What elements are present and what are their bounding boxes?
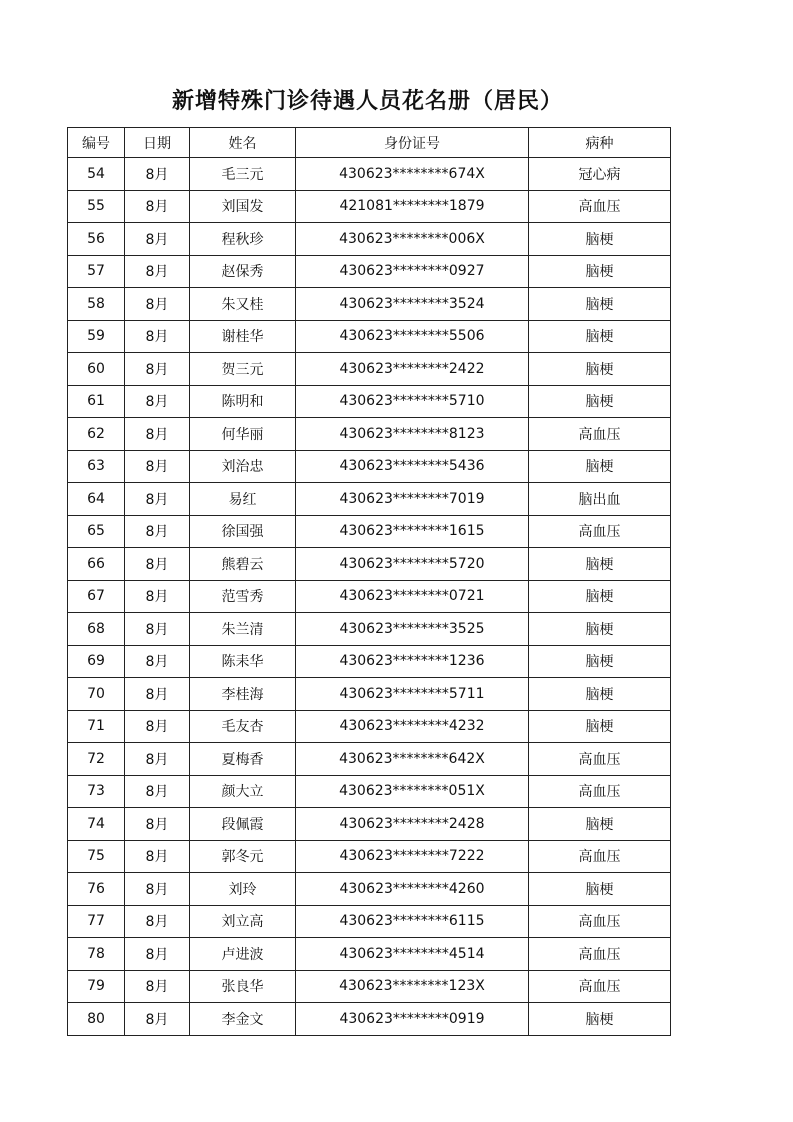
cell-date: 8月 [125,775,190,808]
cell-number: 78 [68,938,125,971]
cell-date: 8月 [125,255,190,288]
cell-id-number: 430623********8123 [296,418,529,451]
cell-number: 62 [68,418,125,451]
column-header-name: 姓名 [190,128,296,158]
cell-date: 8月 [125,840,190,873]
cell-disease: 脑梗 [529,1003,671,1036]
cell-disease: 高血压 [529,515,671,548]
cell-name: 易红 [190,483,296,516]
cell-disease: 脑梗 [529,873,671,906]
cell-name: 夏梅香 [190,743,296,776]
cell-id-number: 430623********7222 [296,840,529,873]
cell-name: 刘立高 [190,905,296,938]
table-header [68,128,671,158]
table-row [68,840,671,873]
cell-id-number: 430623********7019 [296,483,529,516]
cell-number: 54 [68,158,125,191]
cell-date: 8月 [125,905,190,938]
cell-name: 李金文 [190,1003,296,1036]
cell-name: 朱兰清 [190,613,296,646]
table-row [68,288,671,321]
cell-date: 8月 [125,970,190,1003]
table-row [68,353,671,386]
page-title: 新增特殊门诊待遇人员花名册（居民） [171,88,563,114]
table-row [68,808,671,841]
cell-date: 8月 [125,385,190,418]
table-row [68,483,671,516]
cell-disease: 脑梗 [529,613,671,646]
cell-number: 79 [68,970,125,1003]
cell-disease: 脑梗 [529,385,671,418]
cell-date: 8月 [125,223,190,256]
table-row [68,970,671,1003]
column-header-id-number: 身份证号 [296,128,529,158]
cell-date: 8月 [125,450,190,483]
roster-table [67,127,671,1036]
cell-date: 8月 [125,613,190,646]
table-row [68,678,671,711]
cell-number: 59 [68,320,125,353]
cell-id-number: 430623********006X [296,223,529,256]
cell-name: 李桂海 [190,678,296,711]
cell-date: 8月 [125,938,190,971]
cell-number: 74 [68,808,125,841]
cell-number: 80 [68,1003,125,1036]
cell-name: 陈明和 [190,385,296,418]
cell-number: 57 [68,255,125,288]
cell-number: 66 [68,548,125,581]
cell-number: 58 [68,288,125,321]
cell-date: 8月 [125,710,190,743]
cell-date: 8月 [125,678,190,711]
cell-name: 范雪秀 [190,580,296,613]
cell-date: 8月 [125,873,190,906]
cell-disease: 脑梗 [529,320,671,353]
cell-number: 68 [68,613,125,646]
table-row [68,775,671,808]
cell-disease: 高血压 [529,840,671,873]
cell-number: 72 [68,743,125,776]
cell-id-number: 430623********123X [296,970,529,1003]
cell-name: 朱又桂 [190,288,296,321]
cell-disease: 高血压 [529,970,671,1003]
cell-id-number: 430623********1615 [296,515,529,548]
cell-id-number: 430623********5506 [296,320,529,353]
cell-name: 段佩霞 [190,808,296,841]
table-row [68,548,671,581]
table-row [68,645,671,678]
cell-id-number: 430623********0927 [296,255,529,288]
cell-id-number: 430623********1236 [296,645,529,678]
cell-id-number: 430623********2422 [296,353,529,386]
table-body [68,158,671,1036]
cell-number: 77 [68,905,125,938]
table-row [68,905,671,938]
cell-date: 8月 [125,483,190,516]
cell-disease: 脑出血 [529,483,671,516]
cell-disease: 脑梗 [529,548,671,581]
cell-name: 郭冬元 [190,840,296,873]
cell-date: 8月 [125,1003,190,1036]
cell-disease: 脑梗 [529,353,671,386]
cell-disease: 脑梗 [529,255,671,288]
cell-name: 熊碧云 [190,548,296,581]
cell-date: 8月 [125,743,190,776]
cell-name: 贺三元 [190,353,296,386]
cell-name: 刘玲 [190,873,296,906]
cell-name: 何华丽 [190,418,296,451]
cell-disease: 高血压 [529,190,671,223]
cell-id-number: 430623********2428 [296,808,529,841]
table-row [68,190,671,223]
cell-id-number: 430623********5720 [296,548,529,581]
cell-disease: 脑梗 [529,580,671,613]
column-header-disease: 病种 [529,128,671,158]
cell-name: 陈耒华 [190,645,296,678]
cell-id-number: 430623********5436 [296,450,529,483]
cell-disease: 高血压 [529,418,671,451]
cell-number: 76 [68,873,125,906]
table-row [68,158,671,191]
table-row [68,613,671,646]
cell-date: 8月 [125,320,190,353]
table-row [68,385,671,418]
cell-disease: 脑梗 [529,645,671,678]
table-row [68,710,671,743]
cell-name: 张良华 [190,970,296,1003]
cell-number: 55 [68,190,125,223]
cell-date: 8月 [125,418,190,451]
cell-disease: 脑梗 [529,223,671,256]
cell-disease: 脑梗 [529,678,671,711]
cell-id-number: 430623********0721 [296,580,529,613]
cell-disease: 高血压 [529,775,671,808]
cell-date: 8月 [125,548,190,581]
cell-number: 60 [68,353,125,386]
cell-number: 73 [68,775,125,808]
cell-id-number: 430623********4514 [296,938,529,971]
cell-name: 刘国发 [190,190,296,223]
cell-number: 56 [68,223,125,256]
table-row [68,320,671,353]
cell-disease: 脑梗 [529,450,671,483]
cell-disease: 高血压 [529,905,671,938]
cell-disease: 脑梗 [529,288,671,321]
cell-name: 毛友杏 [190,710,296,743]
cell-date: 8月 [125,515,190,548]
cell-id-number: 421081********1879 [296,190,529,223]
cell-name: 谢桂华 [190,320,296,353]
cell-name: 徐国强 [190,515,296,548]
cell-date: 8月 [125,158,190,191]
cell-number: 67 [68,580,125,613]
cell-id-number: 430623********674X [296,158,529,191]
cell-id-number: 430623********3525 [296,613,529,646]
table-row [68,255,671,288]
cell-id-number: 430623********0919 [296,1003,529,1036]
cell-name: 颜大立 [190,775,296,808]
cell-id-number: 430623********4260 [296,873,529,906]
cell-date: 8月 [125,353,190,386]
table-row [68,938,671,971]
table-row [68,223,671,256]
cell-date: 8月 [125,190,190,223]
cell-name: 程秋珍 [190,223,296,256]
cell-number: 71 [68,710,125,743]
cell-number: 75 [68,840,125,873]
column-header-date: 日期 [125,128,190,158]
cell-name: 赵保秀 [190,255,296,288]
cell-name: 毛三元 [190,158,296,191]
table-row [68,418,671,451]
table-row [68,1003,671,1036]
cell-date: 8月 [125,580,190,613]
cell-disease: 脑梗 [529,808,671,841]
cell-number: 65 [68,515,125,548]
cell-id-number: 430623********051X [296,775,529,808]
cell-date: 8月 [125,808,190,841]
cell-id-number: 430623********5711 [296,678,529,711]
cell-disease: 脑梗 [529,710,671,743]
cell-name: 卢进波 [190,938,296,971]
cell-name: 刘治忠 [190,450,296,483]
cell-date: 8月 [125,288,190,321]
cell-number: 61 [68,385,125,418]
cell-id-number: 430623********5710 [296,385,529,418]
column-header-number: 编号 [68,128,125,158]
cell-number: 63 [68,450,125,483]
cell-id-number: 430623********4232 [296,710,529,743]
cell-date: 8月 [125,645,190,678]
table-row [68,873,671,906]
cell-number: 70 [68,678,125,711]
cell-disease: 冠心病 [529,158,671,191]
cell-number: 64 [68,483,125,516]
cell-disease: 高血压 [529,938,671,971]
cell-number: 69 [68,645,125,678]
cell-id-number: 430623********6115 [296,905,529,938]
table-row [68,515,671,548]
cell-id-number: 430623********3524 [296,288,529,321]
table-row [68,743,671,776]
table-row [68,450,671,483]
header-row [68,128,671,158]
table-row [68,580,671,613]
cell-id-number: 430623********642X [296,743,529,776]
cell-disease: 高血压 [529,743,671,776]
